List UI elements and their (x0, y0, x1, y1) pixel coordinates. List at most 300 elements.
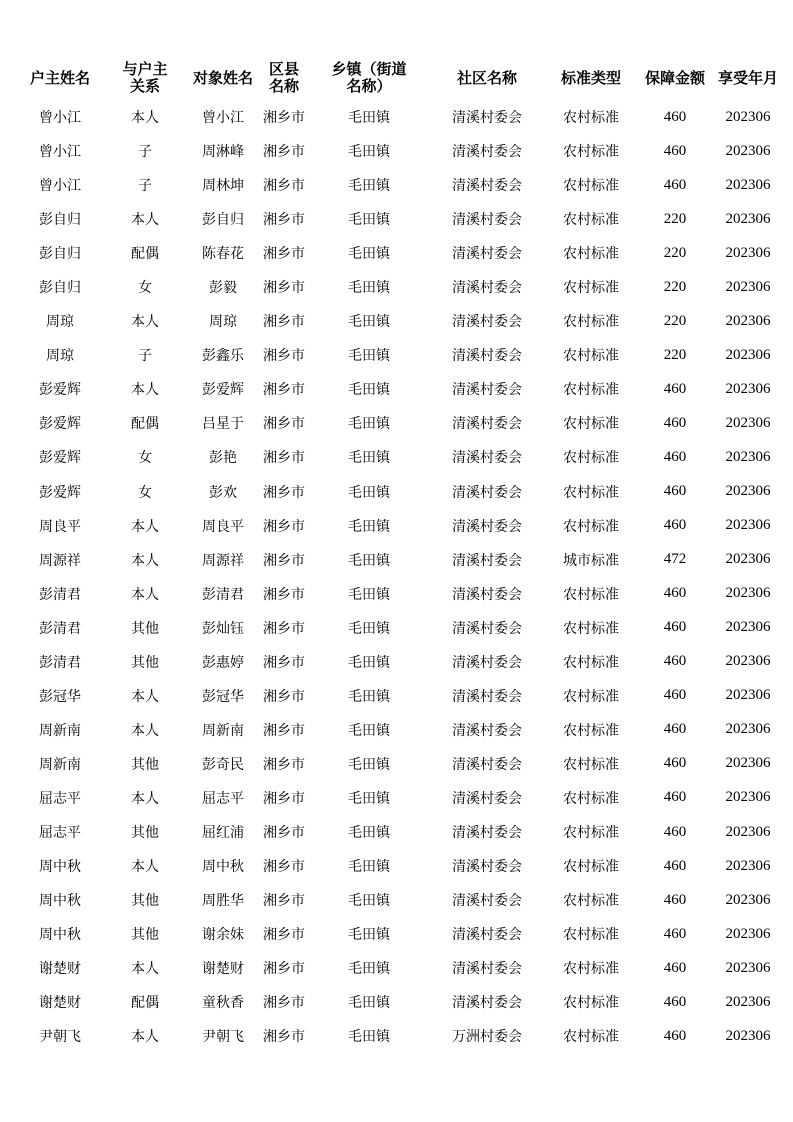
cell-relation: 本人 (131, 1029, 159, 1046)
cell-standard-type: 农村标准 (563, 348, 619, 365)
cell-town: 毛田镇 (348, 1029, 390, 1046)
cell-county: 湘乡市 (263, 859, 305, 876)
cell-amount: 460 (663, 448, 687, 465)
cell-relation: 其他 (131, 825, 159, 841)
cell-amount: 460 (663, 1027, 687, 1044)
cell-beneficiary-name: 周新南 (202, 722, 244, 739)
column-header-amount (637, 56, 713, 100)
cell-head-name: 曾小江 (39, 178, 81, 195)
cell-town: 毛田镇 (348, 688, 390, 705)
cell-county: 湘乡市 (263, 144, 305, 161)
cell-county: 湘乡市 (263, 382, 305, 399)
cell-month: 202306 (725, 959, 771, 976)
cell-standard-type: 农村标准 (563, 110, 619, 127)
cell-town: 毛田镇 (348, 825, 390, 841)
table-row (17, 747, 783, 781)
cell-amount: 460 (663, 414, 687, 431)
cell-community: 清溪村委会 (452, 995, 522, 1012)
column-header-line: 享受年月 (717, 68, 778, 87)
cell-county: 湘乡市 (263, 927, 305, 944)
column-header-line: 乡镇（街道 (331, 60, 407, 78)
cell-relation: 配偶 (131, 416, 159, 433)
cell-head-name: 曾小江 (39, 110, 81, 127)
cell-beneficiary-name: 彭艳 (209, 450, 237, 467)
cell-town: 毛田镇 (348, 927, 390, 944)
cell-head-name: 屈志平 (39, 825, 81, 841)
assistance-roster-table (17, 56, 783, 1053)
cell-community: 清溪村委会 (452, 484, 522, 501)
cell-head-name: 周良平 (39, 518, 81, 535)
table-row (17, 781, 783, 815)
cell-amount: 460 (663, 721, 687, 738)
cell-beneficiary-name: 彭鑫乐 (202, 348, 244, 365)
cell-community: 清溪村委会 (452, 110, 522, 127)
cell-beneficiary-name: 周中秋 (202, 859, 244, 876)
cell-beneficiary-name: 彭毅 (209, 280, 237, 297)
cell-beneficiary-name: 彭爱辉 (202, 382, 244, 399)
cell-relation: 配偶 (131, 995, 159, 1012)
cell-community: 清溪村委会 (452, 314, 522, 331)
cell-head-name: 彭清君 (39, 620, 81, 637)
cell-relation: 本人 (131, 790, 159, 807)
cell-month: 202306 (725, 993, 771, 1010)
column-header-month (713, 56, 783, 100)
cell-beneficiary-name: 周源祥 (202, 552, 244, 569)
cell-county: 湘乡市 (263, 450, 305, 467)
table-row (17, 543, 783, 577)
cell-month: 202306 (725, 1027, 771, 1044)
cell-month: 202306 (725, 346, 771, 363)
cell-relation: 其他 (131, 620, 159, 637)
cell-head-name: 谢楚财 (39, 961, 81, 978)
cell-relation: 子 (138, 178, 152, 195)
cell-amount: 460 (663, 687, 687, 704)
cell-month: 202306 (725, 687, 771, 704)
cell-standard-type: 农村标准 (563, 416, 619, 433)
cell-town: 毛田镇 (348, 552, 390, 569)
cell-community: 清溪村委会 (452, 348, 522, 365)
cell-relation: 子 (138, 348, 152, 365)
column-header-line: 户主姓名 (29, 68, 90, 87)
cell-standard-type: 农村标准 (563, 995, 619, 1012)
cell-month: 202306 (725, 483, 771, 500)
table-row (17, 475, 783, 509)
cell-community: 清溪村委会 (452, 893, 522, 910)
table-body (17, 100, 783, 1053)
cell-month: 202306 (725, 108, 771, 125)
cell-town: 毛田镇 (348, 484, 390, 501)
cell-amount: 460 (663, 108, 687, 125)
cell-relation: 本人 (131, 314, 159, 331)
cell-beneficiary-name: 彭灿钰 (202, 620, 244, 637)
cell-standard-type: 农村标准 (563, 756, 619, 773)
cell-county: 湘乡市 (263, 995, 305, 1012)
cell-community: 清溪村委会 (452, 756, 522, 773)
cell-beneficiary-name: 陈春花 (202, 246, 244, 263)
cell-relation: 女 (138, 280, 152, 297)
table-row (17, 270, 783, 304)
column-header-county (259, 56, 309, 100)
cell-amount: 460 (663, 142, 687, 159)
cell-standard-type: 农村标准 (563, 961, 619, 978)
cell-month: 202306 (725, 380, 771, 397)
cell-relation: 其他 (131, 654, 159, 671)
cell-town: 毛田镇 (348, 722, 390, 739)
cell-head-name: 彭清君 (39, 654, 81, 671)
cell-month: 202306 (725, 312, 771, 329)
cell-amount: 460 (663, 959, 687, 976)
table-row (17, 815, 783, 849)
cell-relation: 女 (138, 450, 152, 467)
cell-amount: 460 (663, 483, 687, 500)
cell-month: 202306 (725, 414, 771, 431)
table-header (17, 56, 783, 100)
cell-amount: 460 (663, 789, 687, 806)
cell-standard-type: 农村标准 (563, 178, 619, 195)
cell-community: 清溪村委会 (452, 450, 522, 467)
cell-county: 湘乡市 (263, 416, 305, 433)
table-row (17, 304, 783, 338)
cell-county: 湘乡市 (263, 314, 305, 331)
table-row (17, 100, 783, 134)
cell-county: 湘乡市 (263, 552, 305, 569)
cell-amount: 220 (663, 346, 687, 363)
table-row (17, 577, 783, 611)
column-header-beneficiary-name (187, 56, 259, 100)
cell-county: 湘乡市 (263, 246, 305, 263)
column-header-head-name (17, 56, 103, 100)
header-row (17, 56, 783, 100)
cell-relation: 本人 (131, 859, 159, 876)
cell-town: 毛田镇 (348, 995, 390, 1012)
cell-beneficiary-name: 尹朝飞 (202, 1029, 244, 1046)
cell-amount: 460 (663, 176, 687, 193)
cell-town: 毛田镇 (348, 314, 390, 331)
cell-beneficiary-name: 彭自归 (202, 212, 244, 229)
cell-community: 清溪村委会 (452, 688, 522, 705)
cell-relation: 本人 (131, 212, 159, 229)
cell-town: 毛田镇 (348, 756, 390, 773)
cell-amount: 472 (663, 551, 687, 568)
cell-standard-type: 农村标准 (563, 484, 619, 501)
cell-standard-type: 农村标准 (563, 212, 619, 229)
cell-head-name: 周中秋 (39, 893, 81, 910)
cell-amount: 460 (663, 925, 687, 942)
cell-month: 202306 (725, 823, 771, 840)
cell-beneficiary-name: 周淋峰 (202, 144, 244, 161)
column-header-line: 名称 (268, 77, 299, 95)
cell-beneficiary-name: 曾小江 (202, 110, 244, 127)
cell-amount: 460 (663, 755, 687, 772)
cell-county: 湘乡市 (263, 825, 305, 841)
cell-town: 毛田镇 (348, 348, 390, 365)
cell-month: 202306 (725, 176, 771, 193)
cell-county: 湘乡市 (263, 893, 305, 910)
cell-standard-type: 农村标准 (563, 280, 619, 297)
cell-head-name: 周新南 (39, 722, 81, 739)
column-header-line: 保障金额 (644, 68, 705, 87)
cell-town: 毛田镇 (348, 790, 390, 807)
cell-beneficiary-name: 谢楚财 (202, 961, 244, 978)
cell-county: 湘乡市 (263, 280, 305, 297)
cell-beneficiary-name: 屈红浦 (202, 825, 244, 841)
cell-community: 清溪村委会 (452, 178, 522, 195)
cell-county: 湘乡市 (263, 212, 305, 229)
cell-standard-type: 农村标准 (563, 825, 619, 841)
cell-amount: 460 (663, 517, 687, 534)
cell-county: 湘乡市 (263, 620, 305, 637)
cell-amount: 460 (663, 823, 687, 840)
cell-community: 清溪村委会 (452, 416, 522, 433)
cell-amount: 220 (663, 210, 687, 227)
cell-head-name: 周中秋 (39, 927, 81, 944)
table-row (17, 134, 783, 168)
cell-beneficiary-name: 周林坤 (202, 178, 244, 195)
cell-month: 202306 (725, 210, 771, 227)
cell-community: 万洲村委会 (452, 1029, 522, 1046)
table-row (17, 509, 783, 543)
cell-month: 202306 (725, 653, 771, 670)
cell-month: 202306 (725, 619, 771, 636)
cell-amount: 220 (663, 312, 687, 329)
cell-beneficiary-name: 谢余妹 (202, 927, 244, 944)
cell-head-name: 周琼 (46, 348, 74, 365)
cell-relation: 本人 (131, 552, 159, 569)
cell-head-name: 彭爱辉 (39, 484, 81, 501)
cell-month: 202306 (725, 278, 771, 295)
cell-standard-type: 农村标准 (563, 1029, 619, 1046)
cell-community: 清溪村委会 (452, 212, 522, 229)
column-header-relation (103, 56, 187, 100)
cell-head-name: 周琼 (46, 314, 74, 331)
table-row (17, 236, 783, 270)
cell-head-name: 彭爱辉 (39, 416, 81, 433)
cell-relation: 本人 (131, 688, 159, 705)
cell-month: 202306 (725, 925, 771, 942)
column-header-town (309, 56, 429, 100)
cell-head-name: 周中秋 (39, 859, 81, 876)
cell-standard-type: 农村标准 (563, 246, 619, 263)
cell-month: 202306 (725, 789, 771, 806)
cell-standard-type: 农村标准 (563, 450, 619, 467)
cell-beneficiary-name: 彭惠婷 (202, 654, 244, 671)
column-header-line: 与户主 (122, 60, 168, 78)
cell-town: 毛田镇 (348, 893, 390, 910)
cell-month: 202306 (725, 448, 771, 465)
cell-amount: 460 (663, 857, 687, 874)
column-header-line: 社区名称 (456, 68, 517, 87)
cell-town: 毛田镇 (348, 859, 390, 876)
table-row (17, 645, 783, 679)
column-header-line: 名称） (346, 77, 392, 95)
cell-standard-type: 农村标准 (563, 688, 619, 705)
cell-community: 清溪村委会 (452, 382, 522, 399)
cell-community: 清溪村委会 (452, 825, 522, 841)
cell-month: 202306 (725, 142, 771, 159)
cell-community: 清溪村委会 (452, 859, 522, 876)
cell-amount: 220 (663, 278, 687, 295)
cell-beneficiary-name: 周良平 (202, 518, 244, 535)
cell-month: 202306 (725, 755, 771, 772)
table-row (17, 611, 783, 645)
cell-beneficiary-name: 童秋香 (202, 995, 244, 1012)
cell-county: 湘乡市 (263, 722, 305, 739)
cell-town: 毛田镇 (348, 620, 390, 637)
cell-relation: 本人 (131, 518, 159, 535)
cell-relation: 其他 (131, 756, 159, 773)
cell-amount: 220 (663, 244, 687, 261)
cell-standard-type: 农村标准 (563, 927, 619, 944)
table-row (17, 713, 783, 747)
cell-relation: 女 (138, 484, 152, 501)
table-row (17, 372, 783, 406)
cell-standard-type: 农村标准 (563, 144, 619, 161)
cell-head-name: 彭自归 (39, 246, 81, 263)
table-row (17, 168, 783, 202)
cell-county: 湘乡市 (263, 348, 305, 365)
cell-month: 202306 (725, 517, 771, 534)
cell-community: 清溪村委会 (452, 280, 522, 297)
cell-county: 湘乡市 (263, 961, 305, 978)
cell-community: 清溪村委会 (452, 620, 522, 637)
cell-county: 湘乡市 (263, 790, 305, 807)
cell-standard-type: 城市标准 (563, 552, 619, 569)
table-row (17, 338, 783, 372)
cell-town: 毛田镇 (348, 654, 390, 671)
cell-relation: 配偶 (131, 246, 159, 263)
cell-relation: 子 (138, 144, 152, 161)
cell-standard-type: 农村标准 (563, 382, 619, 399)
cell-standard-type: 农村标准 (563, 859, 619, 876)
cell-standard-type: 农村标准 (563, 314, 619, 331)
column-header-line: 关系 (129, 77, 160, 95)
cell-month: 202306 (725, 721, 771, 738)
cell-amount: 460 (663, 585, 687, 602)
cell-standard-type: 农村标准 (563, 586, 619, 603)
cell-amount: 460 (663, 380, 687, 397)
cell-relation: 其他 (131, 927, 159, 944)
cell-county: 湘乡市 (263, 484, 305, 501)
cell-beneficiary-name: 周胜华 (202, 893, 244, 910)
cell-beneficiary-name: 周琼 (209, 314, 237, 331)
cell-town: 毛田镇 (348, 382, 390, 399)
cell-month: 202306 (725, 585, 771, 602)
cell-head-name: 周源祥 (39, 552, 81, 569)
cell-county: 湘乡市 (263, 756, 305, 773)
cell-county: 湘乡市 (263, 586, 305, 603)
cell-month: 202306 (725, 857, 771, 874)
cell-county: 湘乡市 (263, 110, 305, 127)
cell-head-name: 周新南 (39, 756, 81, 773)
cell-beneficiary-name: 彭奇民 (202, 756, 244, 773)
cell-amount: 460 (663, 891, 687, 908)
cell-beneficiary-name: 彭欢 (209, 484, 237, 501)
cell-amount: 460 (663, 653, 687, 670)
cell-standard-type: 农村标准 (563, 518, 619, 535)
cell-standard-type: 农村标准 (563, 654, 619, 671)
cell-month: 202306 (725, 551, 771, 568)
cell-community: 清溪村委会 (452, 586, 522, 603)
cell-amount: 460 (663, 993, 687, 1010)
cell-community: 清溪村委会 (452, 246, 522, 263)
cell-town: 毛田镇 (348, 144, 390, 161)
cell-head-name: 谢楚财 (39, 995, 81, 1012)
column-header-line: 对象姓名 (192, 68, 253, 87)
table-row (17, 202, 783, 236)
cell-county: 湘乡市 (263, 518, 305, 535)
cell-standard-type: 农村标准 (563, 790, 619, 807)
cell-head-name: 尹朝飞 (39, 1029, 81, 1046)
cell-county: 湘乡市 (263, 688, 305, 705)
cell-town: 毛田镇 (348, 518, 390, 535)
table-row (17, 849, 783, 883)
cell-head-name: 彭冠华 (39, 688, 81, 705)
cell-head-name: 屈志平 (39, 790, 81, 807)
cell-relation: 其他 (131, 893, 159, 910)
cell-standard-type: 农村标准 (563, 620, 619, 637)
cell-month: 202306 (725, 891, 771, 908)
cell-town: 毛田镇 (348, 246, 390, 263)
cell-relation: 本人 (131, 586, 159, 603)
cell-town: 毛田镇 (348, 586, 390, 603)
column-header-line: 区县 (268, 60, 299, 78)
table-row (17, 951, 783, 985)
cell-town: 毛田镇 (348, 450, 390, 467)
cell-head-name: 彭爱辉 (39, 450, 81, 467)
table-row (17, 440, 783, 474)
table-row (17, 985, 783, 1019)
cell-town: 毛田镇 (348, 178, 390, 195)
cell-relation: 本人 (131, 110, 159, 127)
cell-county: 湘乡市 (263, 1029, 305, 1046)
cell-community: 清溪村委会 (452, 790, 522, 807)
cell-community: 清溪村委会 (452, 722, 522, 739)
cell-town: 毛田镇 (348, 961, 390, 978)
cell-standard-type: 农村标准 (563, 722, 619, 739)
cell-town: 毛田镇 (348, 110, 390, 127)
cell-head-name: 彭自归 (39, 212, 81, 229)
cell-community: 清溪村委会 (452, 552, 522, 569)
column-header-line: 标准类型 (560, 68, 621, 87)
cell-head-name: 彭清君 (39, 586, 81, 603)
cell-head-name: 彭爱辉 (39, 382, 81, 399)
cell-beneficiary-name: 吕星于 (202, 416, 244, 433)
cell-relation: 本人 (131, 382, 159, 399)
table-row (17, 883, 783, 917)
cell-beneficiary-name: 彭冠华 (202, 688, 244, 705)
table-row (17, 406, 783, 440)
column-header-standard-type (545, 56, 637, 100)
cell-beneficiary-name: 屈志平 (202, 790, 244, 807)
table-row (17, 679, 783, 713)
cell-month: 202306 (725, 244, 771, 261)
column-header-community (429, 56, 545, 100)
cell-head-name: 曾小江 (39, 144, 81, 161)
cell-county: 湘乡市 (263, 654, 305, 671)
cell-community: 清溪村委会 (452, 654, 522, 671)
cell-relation: 本人 (131, 722, 159, 739)
cell-town: 毛田镇 (348, 212, 390, 229)
table-row (17, 1019, 783, 1053)
cell-community: 清溪村委会 (452, 518, 522, 535)
cell-standard-type: 农村标准 (563, 893, 619, 910)
cell-town: 毛田镇 (348, 280, 390, 297)
cell-head-name: 彭自归 (39, 280, 81, 297)
cell-county: 湘乡市 (263, 178, 305, 195)
cell-amount: 460 (663, 619, 687, 636)
cell-relation: 本人 (131, 961, 159, 978)
cell-town: 毛田镇 (348, 416, 390, 433)
